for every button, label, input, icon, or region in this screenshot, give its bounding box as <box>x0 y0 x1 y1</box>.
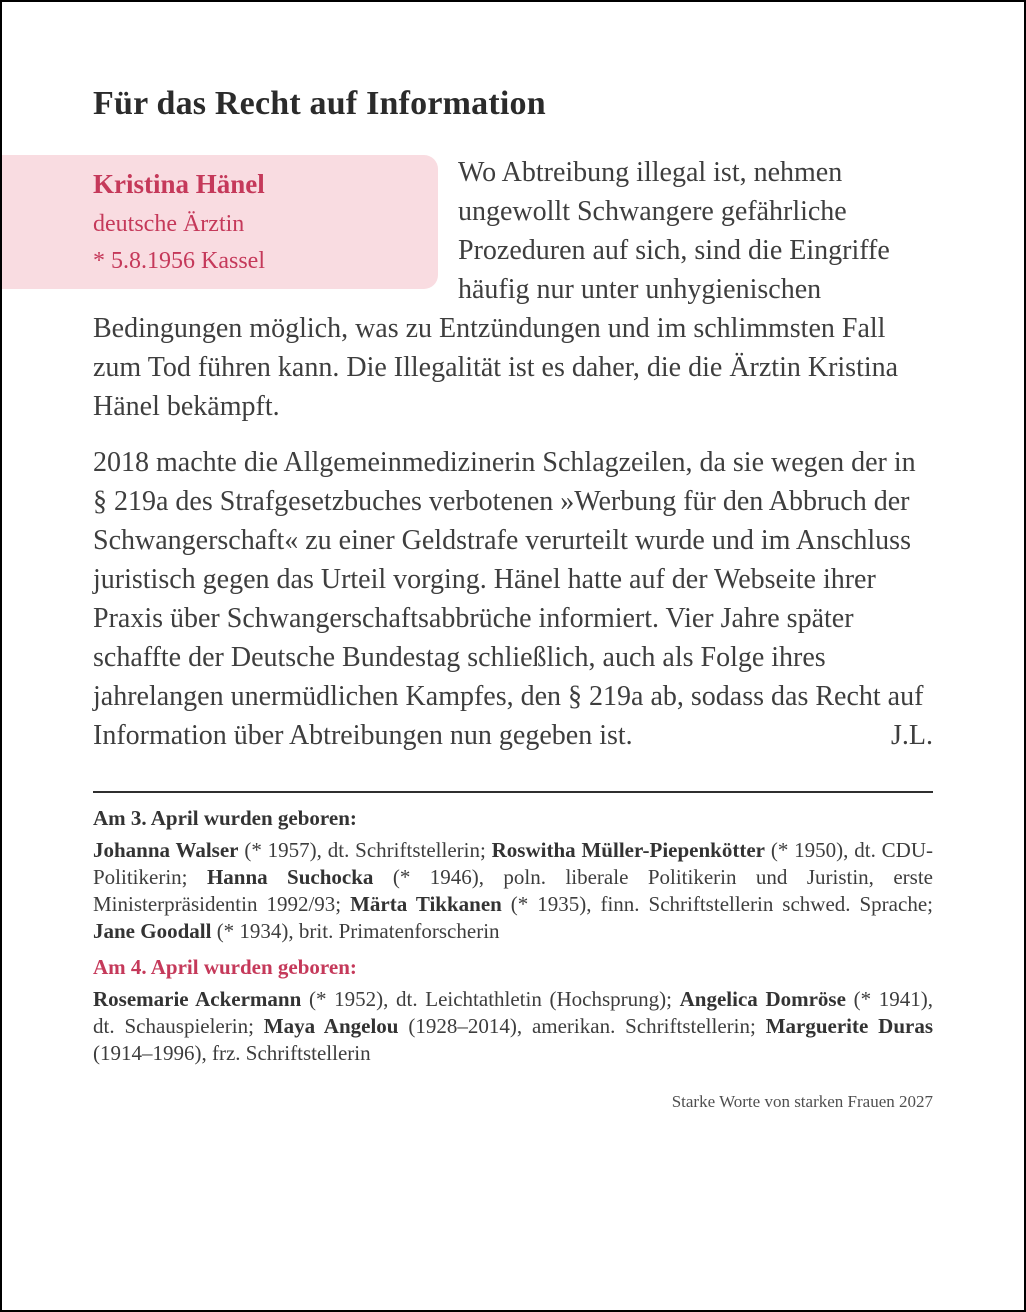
page-title: Für das Recht auf Information <box>93 85 546 122</box>
author-initials: J.L. <box>891 720 933 751</box>
person-infobox <box>2 155 438 289</box>
article-paragraph-2: 2018 machte die Allgemeinmedizinerin Schlagzeilen, da sie wegen der in § 219a des Strafgesetzbuches verbotenen »Werbung für den Abbruch der Schwangerschaft« zu einer Geldstrafe verurteilt wurde und im Anschluss juristisch gegen das Urteil vorging. Hänel hatte auf der Webseite ihrer Praxis über Schwangerschaftsabbrüche informiert. Vier Jahre später schaffte der Deutsche Bundestag schließlich, auch als Folge ihres jahrelangen unermüdlichen Kampfes, den § 219a ab, sodass das Recht auf Information über Abtreibungen nun gegeben ist. <box>93 447 924 751</box>
birthdays-list-april-4: Rosemarie Ackermann (* 1952), dt. Leichtathletin (Hochsprung); Angelica Domröse (* 1941), dt. Schauspielerin; Maya Angelou (1928–2014), amerikan. Schriftstellerin; Marguerite Duras (1914–1996), frz. Schriftstellerin <box>93 987 933 1065</box>
person-birthdate: * 5.8.1956 Kassel <box>93 248 265 274</box>
birthdays-list-april-3: Johanna Walser (* 1957), dt. Schriftstellerin; Roswitha Müller-Piepenkötter (* 1950), dt. CDU-Politikerin; Hanna Suchocka (* 1946), poln. liberale Politikerin und Juristin, erste Ministerpräsidentin 1992/93; Märta Tikkanen (* 1935), finn. Schriftstellerin schwed. Sprache; Jane Goodall (* 1934), brit. Primatenforscherin <box>93 838 934 943</box>
paragraph-1-text: Wo Abtreibung illegal ist, nehmen ungewollt Schwangere gefährliche Prozeduren auf sich, sind die Eingriffe häufig nur unter unhygienischen Bedingungen möglich, was zu Entzündungen und im schlimmsten Fall zum Tod führen kann. Die Illegalität ist es daher, die die Ärztin Kristina Hänel bekämpft. <box>93 157 899 422</box>
article-paragraph-1 <box>93 153 933 426</box>
divider-line <box>93 791 933 793</box>
calendar-series-footer: Starke Worte von starken Frauen 2027 <box>671 1092 933 1111</box>
birthdays-heading-april-4: Am 4. April wurden geboren: <box>93 955 357 979</box>
birthdays-heading-april-3: Am 3. April wurden geboren: <box>93 806 357 830</box>
page-content <box>93 86 933 1113</box>
person-role: deutsche Ärztin <box>93 211 245 237</box>
person-name: Kristina Hänel <box>93 169 265 199</box>
